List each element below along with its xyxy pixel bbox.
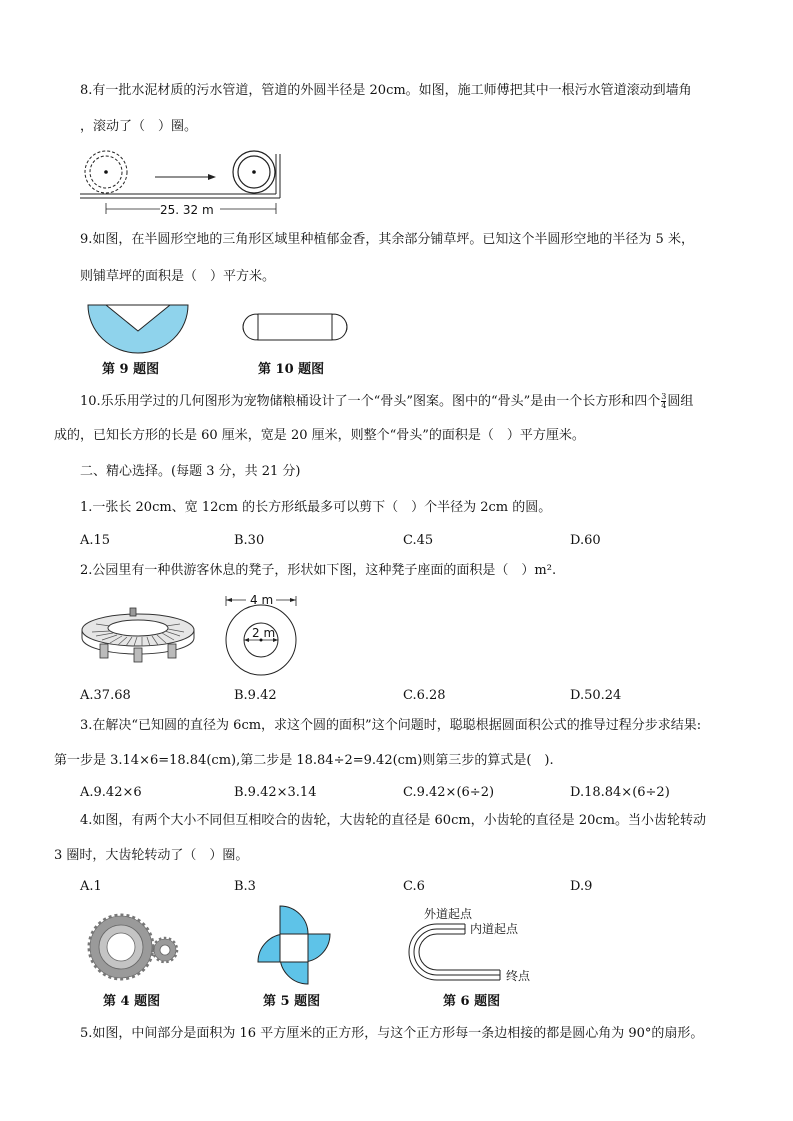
c6-figure-caption: 第 6 题图 (443, 994, 501, 1009)
q10-line1-text: 10.乐乐用学过的几何图形为宠物储粮桶设计了一个“骨头”图案。图中的“骨头”是由一个长方形和四个 (80, 394, 661, 409)
c2-option-d: D.50.24 (570, 688, 622, 703)
c2-bench-illustration (80, 600, 196, 666)
c4-line1: 4.如图，有两个大小不同但互相咬合的齿轮，大齿轮的直径是 60cm，小齿轮的直径是 20cm。当小齿轮转动 (80, 813, 706, 828)
section2-title: 二、精心选择。(每题 3 分，共 21 分) (80, 464, 301, 479)
q9-semicircle-figure (86, 303, 190, 353)
c4-gears-figure (88, 914, 184, 980)
c6-end-label: 终点 (506, 969, 531, 983)
q8-line2: ，滚动了（ ）圈。 (80, 119, 198, 134)
c3-option-d: D.18.84×(6÷2) (570, 785, 670, 800)
q9-line2: 则铺草坪的面积是（ ）平方米。 (80, 269, 276, 284)
q10-fraction (661, 393, 666, 410)
c2-outer-diameter-label: 4 m (250, 593, 274, 607)
c1-stem: 1.一张长 20cm、宽 12cm 的长方形纸最多可以剪下（ ）个半径为 2cm 的圆。 (80, 500, 552, 515)
c3-line2: 第一步是 3.14×6=18.84(cm),第二步是 18.84÷2=9.42(cm)则第三步的算式是( ). (54, 753, 554, 768)
q10-line1 (80, 393, 693, 411)
c4-option-a: A.1 (80, 879, 102, 894)
c2-stem: 2.公园里有一种供游客休息的凳子，形状如下图，这种凳子座面的面积是（ ）m². (80, 563, 557, 578)
c2-option-c: C.6.28 (403, 688, 446, 703)
c5-pinwheel-figure (258, 912, 330, 984)
c2-inner-diameter-label: 2 m (252, 626, 276, 640)
c4-option-c: C.6 (403, 879, 425, 894)
c1-option-c: C.45 (403, 533, 434, 548)
q10-line2: 成的，已知长方形的长是 60 厘米，宽是 20 厘米，则整个“骨头”的面积是（ ）平方厘米。 (54, 428, 585, 443)
c5-line1: 5.如图，中间部分是面积为 16 平方厘米的正方形，与这个正方形每一条边相接的都是圆心角为 90°的扇形。 (80, 1026, 704, 1041)
c1-option-a: A.15 (80, 533, 111, 548)
c1-option-b: B.30 (234, 533, 265, 548)
q10-line1-end: 圆组 (667, 394, 694, 409)
c4-figure-caption: 第 4 题图 (103, 994, 161, 1009)
q9-line1: 9.如图，在半圆形空地的三角形区域里种植郁金香，其余部分铺草坪。已知这个半圆形空地的半径为 5 米， (80, 232, 694, 247)
q10-frac-den: 4 (661, 401, 667, 410)
c4-option-d: D.9 (570, 879, 593, 894)
c3-option-a: A.9.42×6 (80, 785, 142, 800)
q10-bone-figure (240, 300, 350, 354)
q8-dimension-label: 25. 32 m (160, 203, 214, 217)
c4-option-b: B.3 (234, 879, 256, 894)
q10-frac-num: 3 (661, 392, 667, 401)
c3-option-c: C.9.42×(6÷2) (403, 785, 495, 800)
c1-option-d: D.60 (570, 533, 601, 548)
c6-outer-start-label: 外道起点 (424, 907, 473, 921)
c5-figure-caption: 第 5 题图 (263, 994, 321, 1009)
c4-line2: 3 圈时，大齿轮转动了（ ）圈。 (54, 848, 249, 863)
c3-option-b: B.9.42×3.14 (234, 785, 317, 800)
q10-caption: 第 10 题图 (258, 362, 325, 377)
c3-line1: 3.在解决“已知圆的直径为 6cm，求这个圆的面积”这个问题时，聪聪根据圆面积公式的推导过程分步求结果: (80, 718, 702, 733)
c2-option-b: B.9.42 (234, 688, 277, 703)
c2-option-a: A.37.68 (80, 688, 131, 703)
q8-line1: 8.有一批水泥材质的污水管道，管道的外圆半径是 20cm。如图，施工师傅把其中一根污水管道滚动到墙角 (80, 83, 692, 98)
c6-inner-start-label: 内道起点 (470, 922, 519, 936)
q9-caption: 第 9 题图 (102, 362, 160, 377)
